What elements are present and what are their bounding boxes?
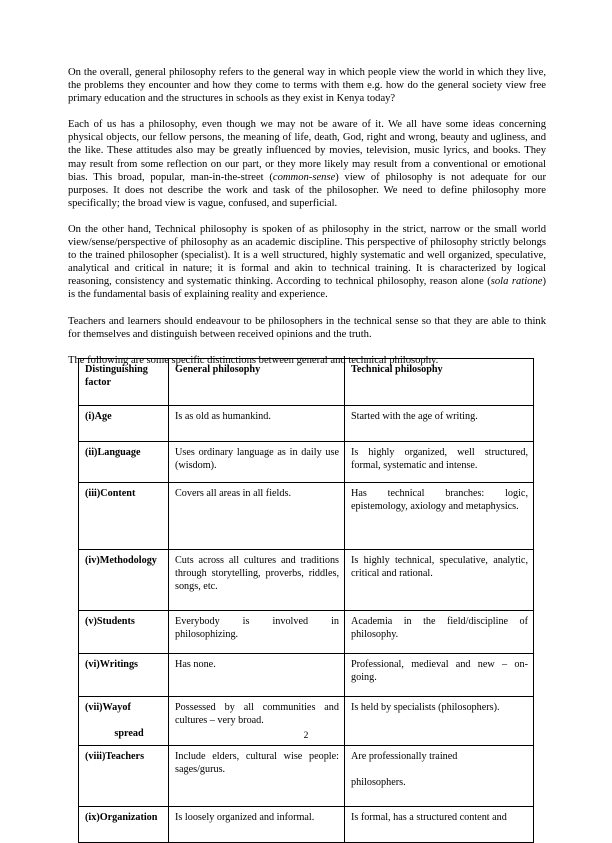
row-number: (iii) [85,488,101,500]
paragraph-3-text-b: ) is the fundamental basis of explaining reality and experience. [68,276,546,301]
cell-technical-way-of-spread: Is held by specialists (philosophers). [345,697,534,746]
row-label-line [85,488,163,513]
table-row [79,442,534,483]
row-label-line [85,616,163,641]
table-row [79,550,534,611]
row-label-line [85,751,163,776]
cell-general-language: Uses ordinary language as in daily use (wisdom). [169,442,345,483]
row-number: (vi) [85,659,100,671]
paragraph-5-text: The following are some specific distinctions between general and technical philosophy. [68,354,439,366]
row-term: Writings [99,659,139,671]
row-number: (viii) [85,751,106,763]
cell-technical-age: Started with the age of writing. [345,406,534,442]
header-distinguishing-factor [79,359,169,406]
row-term: Way [102,702,123,714]
body-text [68,66,546,367]
cell-general-age: Is as old as humankind. [169,406,345,442]
row-label-students [79,611,169,654]
row-term: Students [96,616,135,628]
row-term: Language [97,447,141,459]
cell-general-way-of-spread: Possessed by all communities and cultures – very broad. [169,697,345,746]
paragraph-3 [68,223,546,302]
row-label-line [85,411,163,436]
cell-general-writings: Has none. [169,654,345,697]
row-term: Content [100,488,136,500]
row-label-organization [79,807,169,843]
row-label-language [79,442,169,483]
row-label-content [79,483,169,550]
cell-technical-teachers [345,746,534,807]
row-term: Age [94,411,112,423]
row-number: (v) [85,616,97,628]
row-label-line [85,447,163,472]
page-number: 2 [303,731,309,741]
table-row [79,611,534,654]
row-number: (vii) [85,702,103,714]
row-number: (ii) [85,447,98,459]
cell-technical-students: Academia in the field/discipline of philosophy. [345,611,534,654]
row-label-methodology [79,550,169,611]
paragraph-1 [68,66,546,105]
cell-general-organization: Is loosely organized and informal. [169,807,345,843]
table-row [79,654,534,697]
row-label-line [85,702,163,727]
row-label-teachers [79,746,169,807]
row-label-writings [79,654,169,697]
cell-technical-methodology: Is highly technical, speculative, analytic, critical and rational. [345,550,534,611]
row-label-line [85,555,163,580]
paragraph-4-text: Teachers and learners should endeavour to be philosophers in the technical sense so that they are able to think for themselves and distinguish between received opinions and the truth. [68,315,546,340]
term-common-sense: common-sense [272,171,336,183]
paragraph-3-text-a: On the other hand, Technical philosophy is spoken of as philosophy in the strict, narrow or the small world view/sense/perspective of philosophy as an academic discipline. This perspective of philosophy strictly belongs to the trained philosopher (specialist). It is a well structured, highly systematic and well organized, speculative, analytical and critical in nature; it is formal and akin to technical training. It is characterized by logical reasoning, consistency and systematic thinking. According to technical philosophy, reason alone ( [68,223,546,288]
row-term: Organization [99,812,158,824]
table-header-row [79,359,534,406]
cell-technical-content: Has technical branches: logic, epistemology, axiology and metaphysics. [345,483,534,550]
row-term: Teachers [105,751,145,763]
paragraph-4 [68,315,546,341]
cell-general-methodology: Cuts across all cultures and traditions through storytelling, proverbs, riddles, songs, etc. [169,550,345,611]
table-row [79,746,534,807]
paragraph-2-text-a: Each of us has a philosophy, even though we may not be aware of it. We all have some ideas concerning physical objects, our fellow persons, the meaning of life, death, God, right and wrong, beauty and ugliness, and the like. These attitudes also may be greatly influenced by movies, television, music lyrics, and books. They may result from some reflection on our part, or they more likely may result from a conventional or emotional bias. This broad, popular, man-in-the-street ( [68,119,546,183]
cell-general-content: Covers all areas in all fields. [169,483,345,550]
header-col1-line2: factor [85,376,112,388]
cell-technical-writings: Professional, medieval and new – on-going. [345,654,534,697]
row-term: Methodology [99,555,157,567]
cell-technical-teachers-line1: Are professionally trained [351,751,458,763]
row-label-line [85,659,163,684]
row-term-second-line: spread [114,727,144,739]
cell-general-students: Everybody is involved in philosophizing. [169,611,345,654]
cell-technical-teachers-line2: philosophers. [351,776,406,788]
term-sola-ratione: sola ratione [490,276,543,288]
cell-technical-organization: Is formal, has a structured content and [345,807,534,843]
cell-technical-language: Is highly organized, well structured, formal, systematic and intense. [345,442,534,483]
paragraph-1-text: On the overall, general philosophy refers to the general way in which people view the world in which they live, the problems they encounter and how they come to terms with them e.g. how do the general society view free primary education and the structures in schools as they exist in Kenya today? [68,67,546,105]
header-col1-line1: Distinguishing [85,364,148,375]
paragraph-2 [68,118,546,210]
table-row [79,807,534,843]
header-technical-philosophy: Technical philosophy [345,359,534,406]
comparison-table-wrapper [78,358,533,843]
row-number: (i) [85,411,95,423]
row-number: (ix) [85,812,100,824]
row-label-line [85,812,163,837]
row-term-tail: of [122,702,131,714]
comparison-table [78,358,534,843]
paragraph-2-text-b: ) view of philosophy is not adequate for our purposes. It does not describe the work and task of the philosopher. We need to define philosophy more specifically; the broad view is vague, confused, and superficial. [68,171,546,209]
header-general-philosophy: General philosophy [169,359,345,406]
cell-general-teachers: Include elders, cultural wise people: sages/gurus. [169,746,345,807]
table-row [79,406,534,442]
table-row [79,483,534,550]
row-label-age [79,406,169,442]
row-number: (iv) [85,555,100,567]
